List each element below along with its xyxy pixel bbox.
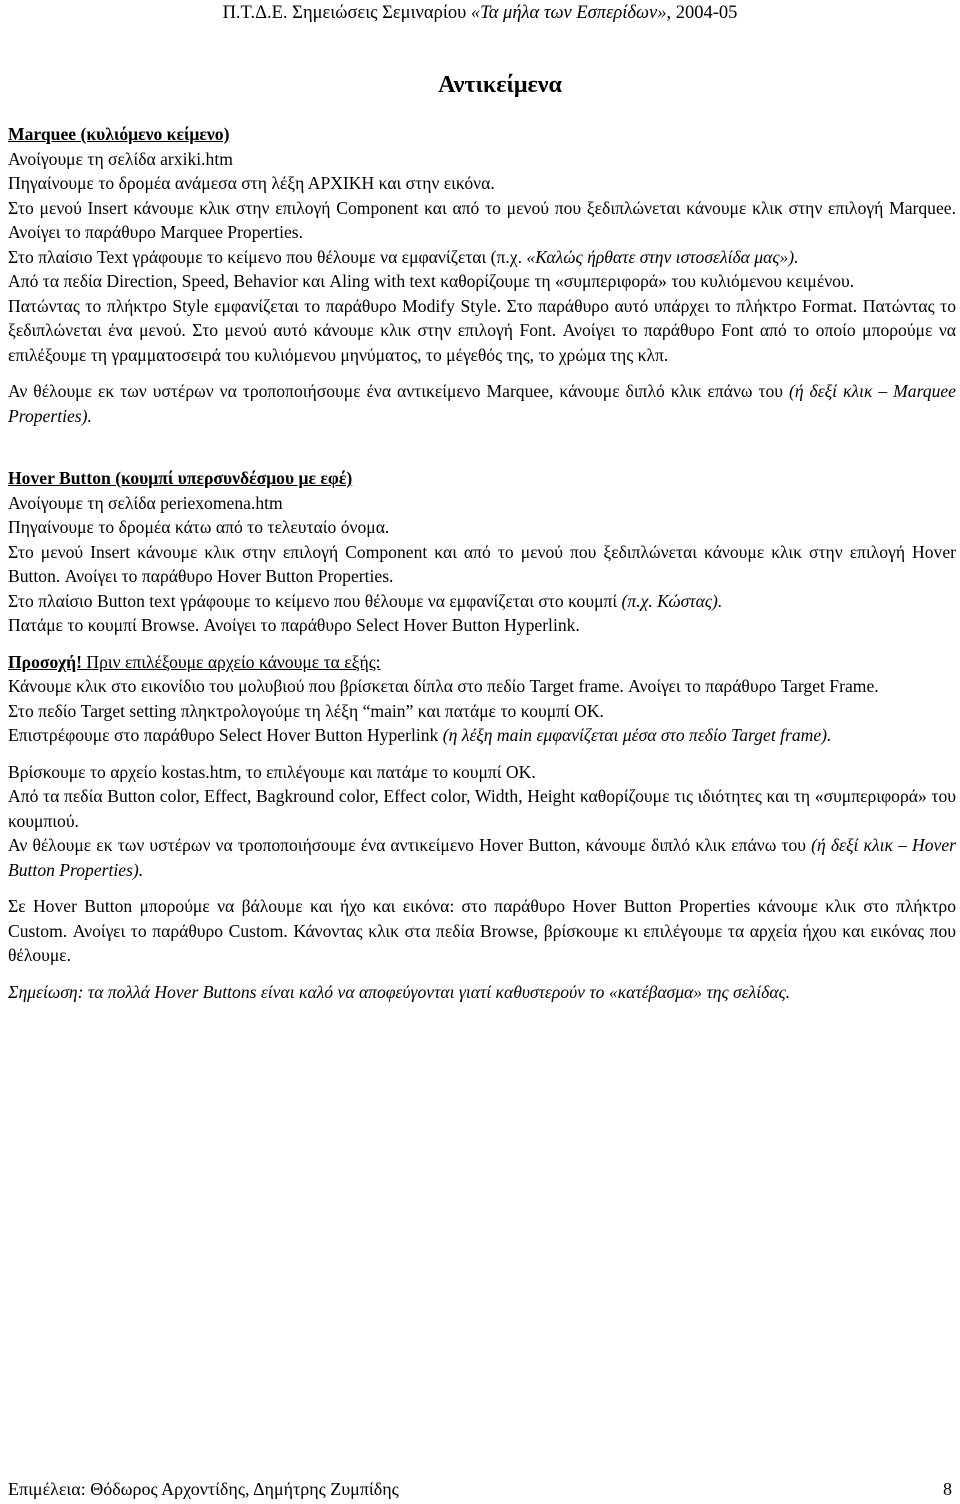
section-spacer [8, 428, 956, 466]
marquee-text-instruction: Στο πλαίσιο Text γράφουμε το κείμενο που θέλουμε να εμφανίζεται (π.χ. [8, 246, 527, 267]
marquee-edit-alt: (ή δεξί κλικ – Marquee Properties). [8, 381, 956, 426]
header-seminar-title: «Τα μήλα των Εσπερίδων» [470, 3, 667, 23]
spacer [8, 748, 956, 760]
page-number: 8 [943, 1479, 952, 1499]
marquee-step-insert: Στο μενού Insert κάνουμε κλικ στην επιλογή Component και από το μενού που ξεδιπλώνεται κάνουμε κλικ στην επιλογή Marquee. Ανοίγει το παράθυρο Marquee Properties. [8, 197, 956, 242]
hover-warning-label: Προσοχή! [8, 651, 83, 672]
marquee-step-style: Πατώντας το πλήκτρο Style εμφανίζεται το παράθυρο Modify Style. Στο παράθυρο αυτό υπάρχει το πλήκτρο Format. Πατώντας το ξεδιπλώνεται ένα μενού. Στο μενού αυτό κάνουμε κλικ στην επιλογή Font. Ανοίγει το παράθυρο Font από το οποίο μπορούμε να επιλέξουμε τη γραμματοσειρά του κυλιόμενου μηνύματος, το μέγεθός της, το χρώμα της κλπ. [8, 295, 956, 365]
header-year: , 2004-05 [666, 3, 738, 23]
hover-step-browse: Πατάμε το κουμπί Browse. Ανοίγει το παράθυρο Select Hover Button Hyperlink. [8, 615, 580, 635]
spacer [8, 367, 956, 379]
hover-step-properties: Από τα πεδία Button color, Effect, Bagkround color, Effect color, Width, Height καθορίζουμε τις ιδιότητες και τη «συμπεριφορά» του κουμπιού. [8, 786, 956, 831]
hover-button-text-example: (π.χ. Κώστας). [621, 590, 723, 611]
hover-step-insert: Στο μενού Insert κάνουμε κλικ στην επιλογή Component και από το μενού που ξεδιπλώνεται κάνουμε κλικ στην επιλογή Hover Button. Ανοίγει το παράθυρο Hover Button Properties. [8, 541, 956, 586]
hover-step-open: Ανοίγουμε τη σελίδα periexomena.htm [8, 492, 283, 513]
hover-heading: Hover Button (κουμπί υπερσυνδέσμου με εφέ) [8, 468, 353, 488]
marquee-step-open: Ανοίγουμε τη σελίδα arxiki.htm [8, 148, 233, 169]
marquee-step-text [8, 245, 956, 270]
marquee-step-cursor: Πηγαίνουμε το δρομέα ανάμεσα στη λέξη ΑΡΧΙΚΗ και στην εικόνα. [8, 173, 495, 193]
spacer [8, 968, 956, 980]
spacer [8, 638, 956, 650]
marquee-text-example: «Καλώς ήρθατε στην ιστοσελίδα μας»). [526, 246, 799, 267]
hover-step-edit [8, 833, 956, 882]
marquee-step-edit [8, 379, 956, 428]
hover-button-text-instruction: Στο πλαίσιο Button text γράφουμε το κείμενο που θέλουμε να εμφανίζεται στο κουμπί [8, 590, 622, 611]
marquee-heading: Marquee (κυλιόμενο κείμενο) [8, 124, 230, 144]
page-header [0, 0, 960, 26]
hover-step-find-file: Βρίσκουμε το αρχείο kostas.htm, το επιλέγουμε και πατάμε το κουμπί OK. [8, 761, 536, 782]
spacer [8, 882, 956, 894]
hover-step-return [8, 723, 956, 748]
document-body [8, 122, 956, 1004]
hover-note: Σημείωση: τα πολλά Hover Buttons είναι καλό να αποφεύγονται γιατί καθυστερούν το «κατέβασμα» της σελίδας. [8, 981, 791, 1002]
hover-step-target: Στο πεδίο Target setting πληκτρολογούμε τη λέξη “main” και πατάμε το κουμπί OK. [8, 700, 604, 721]
hover-return-note: (η λέξη main εμφανίζεται μέσα στο πεδίο Target frame). [442, 725, 832, 745]
hover-warning-text: Πριν επιλέξουμε αρχείο κάνουμε τα εξής: [82, 651, 381, 672]
hover-edit-instruction: Αν θέλουμε εκ των υστέρων να τροποποιήσουμε ένα αντικείμενο Hover Button, κάνουμε διπλό κλικ επάνω του [8, 835, 812, 855]
hover-return-instruction: Επιστρέφουμε στο παράθυρο Select Hover Button Hyperlink [8, 725, 443, 745]
marquee-step-behavior: Από τα πεδία Direction, Speed, Behavior και Aling with text καθορίζουμε τη «συμπεριφορά» του κυλιόμενου κειμένου. [8, 271, 855, 291]
page-footer [8, 1476, 952, 1502]
footer-credits: Επιμέλεια: Θόδωρος Αρχοντίδης, Δημήτρης Ζυμπίδης [8, 1479, 399, 1499]
marquee-edit-instruction: Αν θέλουμε εκ των υστέρων να τροποποιήσουμε ένα αντικείμενο Marquee, κάνουμε διπλό κλικ επάνω του [8, 381, 789, 401]
hover-step-pencil: Κάνουμε κλικ στο εικονίδιο του μολυβιού που βρίσκεται δίπλα στο πεδίο Target frame. Ανοίγει το παράθυρο Target Frame. [8, 676, 879, 696]
page-title: Αντικείμενα [438, 72, 562, 98]
header-course: Π.Τ.Δ.Ε. Σημειώσεις Σεμιναρίου [222, 3, 471, 23]
hover-step-button-text [8, 589, 956, 614]
hover-warning [8, 650, 956, 675]
hover-step-custom: Σε Hover Button μπορούμε να βάλουμε και ήχο και εικόνα: στο παράθυρο Hover Button Properties κάνουμε κλικ στο πλήκτρο Custom. Ανοίγει το παράθυρο Custom. Κάνοντας κλικ στα πεδία Browse, βρίσκουμε κι επιλέγουμε τα αρχεία ήχου και εικόνας που θέλουμε. [8, 896, 956, 965]
hover-step-cursor: Πηγαίνουμε το δρομέα κάτω από το τελευταίο όνομα. [8, 517, 390, 537]
hover-edit-alt: (ή δεξί κλικ – Hover Button Properties). [8, 835, 956, 880]
